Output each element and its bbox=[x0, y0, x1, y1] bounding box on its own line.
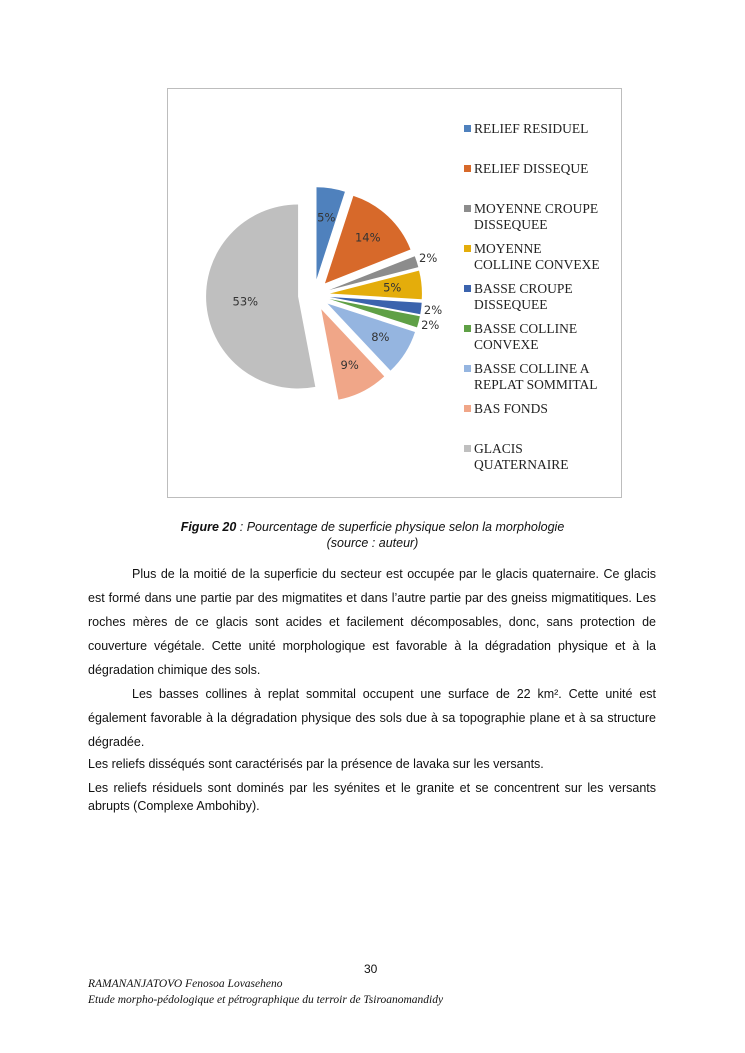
legend-item bbox=[464, 241, 600, 273]
page-number: 30 bbox=[364, 962, 378, 976]
legend-swatch bbox=[464, 245, 471, 252]
legend-label: MOYENNE CROUPE DISSEQUEE bbox=[474, 201, 599, 232]
legend-label: MOYENNE COLLINE CONVEXE bbox=[474, 241, 600, 272]
legend-item bbox=[464, 441, 569, 473]
footer-title: Etude morpho-pédologique et pétrographique du terroir de Tsiroanomandidy bbox=[88, 994, 444, 1006]
legend-label: BASSE COLLINE A REPLAT SOMMITAL bbox=[474, 361, 598, 392]
legend-swatch bbox=[464, 165, 471, 172]
legend-swatch bbox=[464, 405, 471, 412]
slice-data-label: 8% bbox=[371, 330, 390, 345]
slice-data-label: 14% bbox=[354, 230, 381, 245]
pie-slice bbox=[206, 205, 315, 389]
figure-caption bbox=[0, 519, 745, 551]
paragraph-2: Les basses collines à replat sommital occupent une surface de 22 km². Cette unité est également favorable à la dégradation physique des sols due à sa topographie plane et à sa structure dégradée. bbox=[88, 687, 656, 749]
caption-source: (source : auteur) bbox=[326, 536, 419, 550]
pie-chart bbox=[167, 88, 622, 498]
legend-label: RELIEF RESIDUEL bbox=[474, 121, 589, 136]
legend-item bbox=[464, 121, 588, 137]
legend-label: BASSE COLLINE CONVEXE bbox=[474, 321, 578, 352]
paragraph-1: Plus de la moitié de la superficie du secteur est occupée par le glacis quaternaire. Ce glacis est formé dans une partie par des migmatites et dans l’autre partie par des gneiss migmatitiques. Les roches mères de ce glacis sont acides et facilement décomposables, donc, sans protection de couverture végétale. Cette unité morphologique est favorable à la dégradation physique et à la dégradation chimique des sols. bbox=[88, 567, 656, 677]
legend-swatch bbox=[464, 205, 471, 212]
legend-swatch bbox=[464, 285, 471, 292]
legend-label: GLACIS QUATERNAIRE bbox=[474, 441, 569, 472]
footer-author: RAMANANJATOVO Fenosoa Lovaseheno bbox=[88, 978, 283, 990]
slice-data-label: 5% bbox=[383, 280, 402, 295]
slice-data-label: 9% bbox=[340, 357, 359, 372]
legend-swatch bbox=[464, 445, 471, 452]
legend-label: BAS FONDS bbox=[474, 401, 548, 416]
legend-item bbox=[464, 401, 548, 417]
figure-number: Figure 20 bbox=[180, 520, 237, 534]
legend-label: RELIEF DISSEQUE bbox=[474, 161, 589, 176]
paragraph-4: Les reliefs résiduels sont dominés par les syénites et le granite et se concentrent sur les versants abrupts (Complexe Ambohiby). bbox=[88, 781, 656, 813]
slice-data-label: 53% bbox=[232, 294, 259, 309]
legend-label: BASSE CROUPE DISSEQUEE bbox=[474, 281, 573, 312]
legend-item bbox=[464, 321, 577, 353]
legend-swatch bbox=[464, 325, 471, 332]
paragraph-3: Les reliefs disséqués sont caractérisés par la présence de lavaka sur les versants. bbox=[88, 757, 544, 771]
slice-data-label: 5% bbox=[317, 210, 336, 225]
legend-item bbox=[464, 281, 573, 313]
slice-data-label: 2% bbox=[421, 317, 440, 332]
legend-item bbox=[464, 161, 588, 177]
legend-item bbox=[464, 361, 598, 393]
legend-item bbox=[464, 201, 598, 233]
slice-data-label: 2% bbox=[423, 303, 443, 318]
caption-text: : Pourcentage de superficie physique selon la morphologie bbox=[236, 520, 565, 534]
slice-data-label: 2% bbox=[419, 250, 438, 265]
legend-swatch bbox=[464, 125, 471, 132]
legend-swatch bbox=[464, 365, 471, 372]
